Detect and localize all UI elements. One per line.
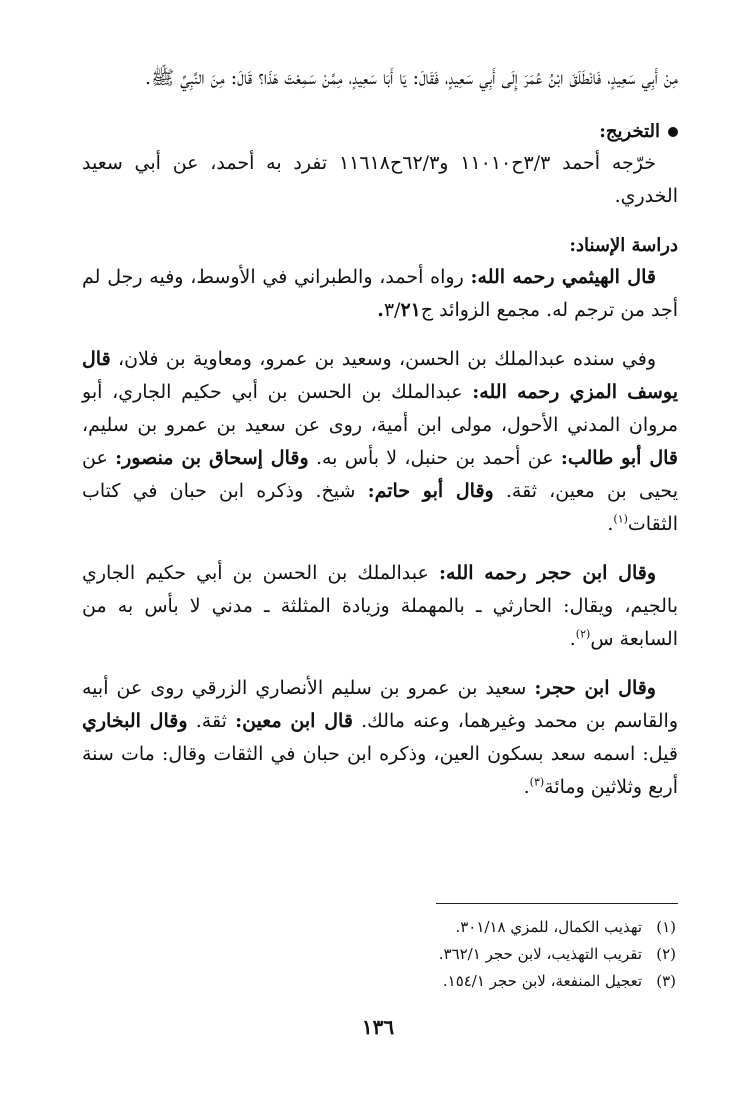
bullet-icon bbox=[668, 127, 678, 137]
p2-text-a: وفي سنده عبدالملك بن الحسن، وسعيد بن عمرو، ومعاوية بن فلان، bbox=[110, 348, 656, 370]
footnote-ref-2[interactable]: (٢) bbox=[575, 627, 591, 641]
page-body bbox=[82, 62, 678, 804]
haythami-quote-text: رواه أحمد، والطبراني في الأوسط، وفيه رجل لم أجد من ترجم له. مجمع الزوائد ج٣/ bbox=[82, 266, 678, 321]
abu-talib-label: قال أبو طالب: bbox=[560, 447, 678, 469]
footnote-number: (٢) bbox=[656, 945, 676, 963]
footnote-text: تعجيل المنفعة، لابن حجر ١٥٤/١. bbox=[442, 972, 642, 990]
mizzi-label: قال يوسف المزي رحمه الله: bbox=[82, 348, 678, 403]
ibn-hajar-label: وقال ابن حجر رحمه الله: bbox=[439, 562, 656, 584]
footnote-text: تهذيب الكمال، للمزي ٣٠١/١٨. bbox=[455, 918, 642, 936]
p2-text-e: عن يحيى بن معين، ثقة. bbox=[82, 447, 678, 502]
footnote-item bbox=[82, 941, 676, 968]
abu-hatim-label: وقال أبو حاتم: bbox=[367, 480, 494, 502]
bukhari-label: وقال البخاري bbox=[82, 710, 188, 732]
haythami-quote-label: قال الهيثمي رحمه الله: bbox=[470, 266, 656, 288]
p2-end: . bbox=[607, 513, 614, 535]
footnote-item bbox=[82, 914, 676, 941]
isnad-paragraph-1 bbox=[82, 261, 678, 327]
p3-text: عبدالملك بن الحسن بن أبي حكيم الجاري بالجيم، ويقال: الحارثي ـ بالمهملة وزيادة المثلثة ـ مدني لا بأس به من السابعة س bbox=[82, 562, 678, 650]
ibn-hajar-label-2: وقال ابن حجر: bbox=[534, 677, 656, 699]
p3-end: . bbox=[569, 628, 576, 650]
p2-text-c: عبدالملك بن الحسن بن أبي حكيم الجاري، أبو مروان المدني الأحول، مولى ابن أمية، روى عن سعيد بن عمرو بن سليم، bbox=[82, 381, 678, 436]
footnote-number: (٣) bbox=[656, 972, 676, 990]
isnad-paragraph-3 bbox=[82, 557, 678, 656]
isnad-paragraph-2 bbox=[82, 343, 678, 541]
footnote-divider bbox=[436, 903, 678, 904]
p4-text-c: قيل: اسمه سعد بسكون العين، وذكره ابن حبان في الثقات وقال: مات سنة أربع وثلاثين ومائة bbox=[82, 743, 678, 798]
footnote-ref-3[interactable]: (٣) bbox=[529, 775, 545, 789]
footnote-number: (١) bbox=[656, 918, 676, 936]
p2-text-d: عن أحمد بن حنبل، لا بأس به. bbox=[308, 447, 561, 469]
haythami-ref-end: ٢١. bbox=[377, 299, 421, 321]
takhrij-text: خرّجه أحمد ٣/٣ح١١٠١٠ و٦٢/٣ح١١٦١٨ تفرد به أحمد، عن أبي سعيد الخدري. bbox=[82, 152, 678, 207]
footnote-item bbox=[82, 968, 676, 995]
intro-hadith bbox=[82, 62, 678, 95]
footnote-text: تقريب التهذيب، لابن حجر ٣٦٢/١. bbox=[438, 945, 642, 963]
isnad-heading: دراسة الإسناد: bbox=[569, 235, 678, 256]
isnad-paragraph-4 bbox=[82, 672, 678, 804]
intro-line-2: سَمِعْتَ هَذَا؟ قَالَ: مِنَ النَّبِيِّ ﷺ. bbox=[145, 67, 317, 89]
p4-end: . bbox=[523, 776, 530, 798]
p4-text-b: ثقة. bbox=[187, 710, 236, 732]
page-number: ١٣٦ bbox=[361, 1015, 395, 1039]
ibn-maeen-label: قال ابن معين: bbox=[235, 710, 353, 732]
p2-text-f: شيخ. وذكره ابن حبان في كتاب الثقات bbox=[82, 480, 678, 535]
footnote-ref-1[interactable]: (١) bbox=[613, 512, 628, 526]
takhrij-heading bbox=[82, 117, 678, 147]
takhrij-heading-text: التخريج: bbox=[599, 121, 660, 142]
ishaq-label: وقال إسحاق بن منصور: bbox=[115, 447, 309, 469]
footnotes bbox=[82, 914, 676, 995]
intro-line-1: مِنْ أَبِي سَعِيدٍ، فَانْطَلَقَ ابْنُ عُمَرَ إِلَى أَبِي سَعِيدٍ، فَقَالَ: يَا أَبَا سَعِيدٍ، مِمَّنْ bbox=[322, 67, 678, 89]
p4-text-a: سعيد بن عمرو بن سليم الأنصاري الزرقي روى عن أبيه والقاسم بن محمد وغيرهما، وعنه مالك. bbox=[82, 677, 679, 732]
